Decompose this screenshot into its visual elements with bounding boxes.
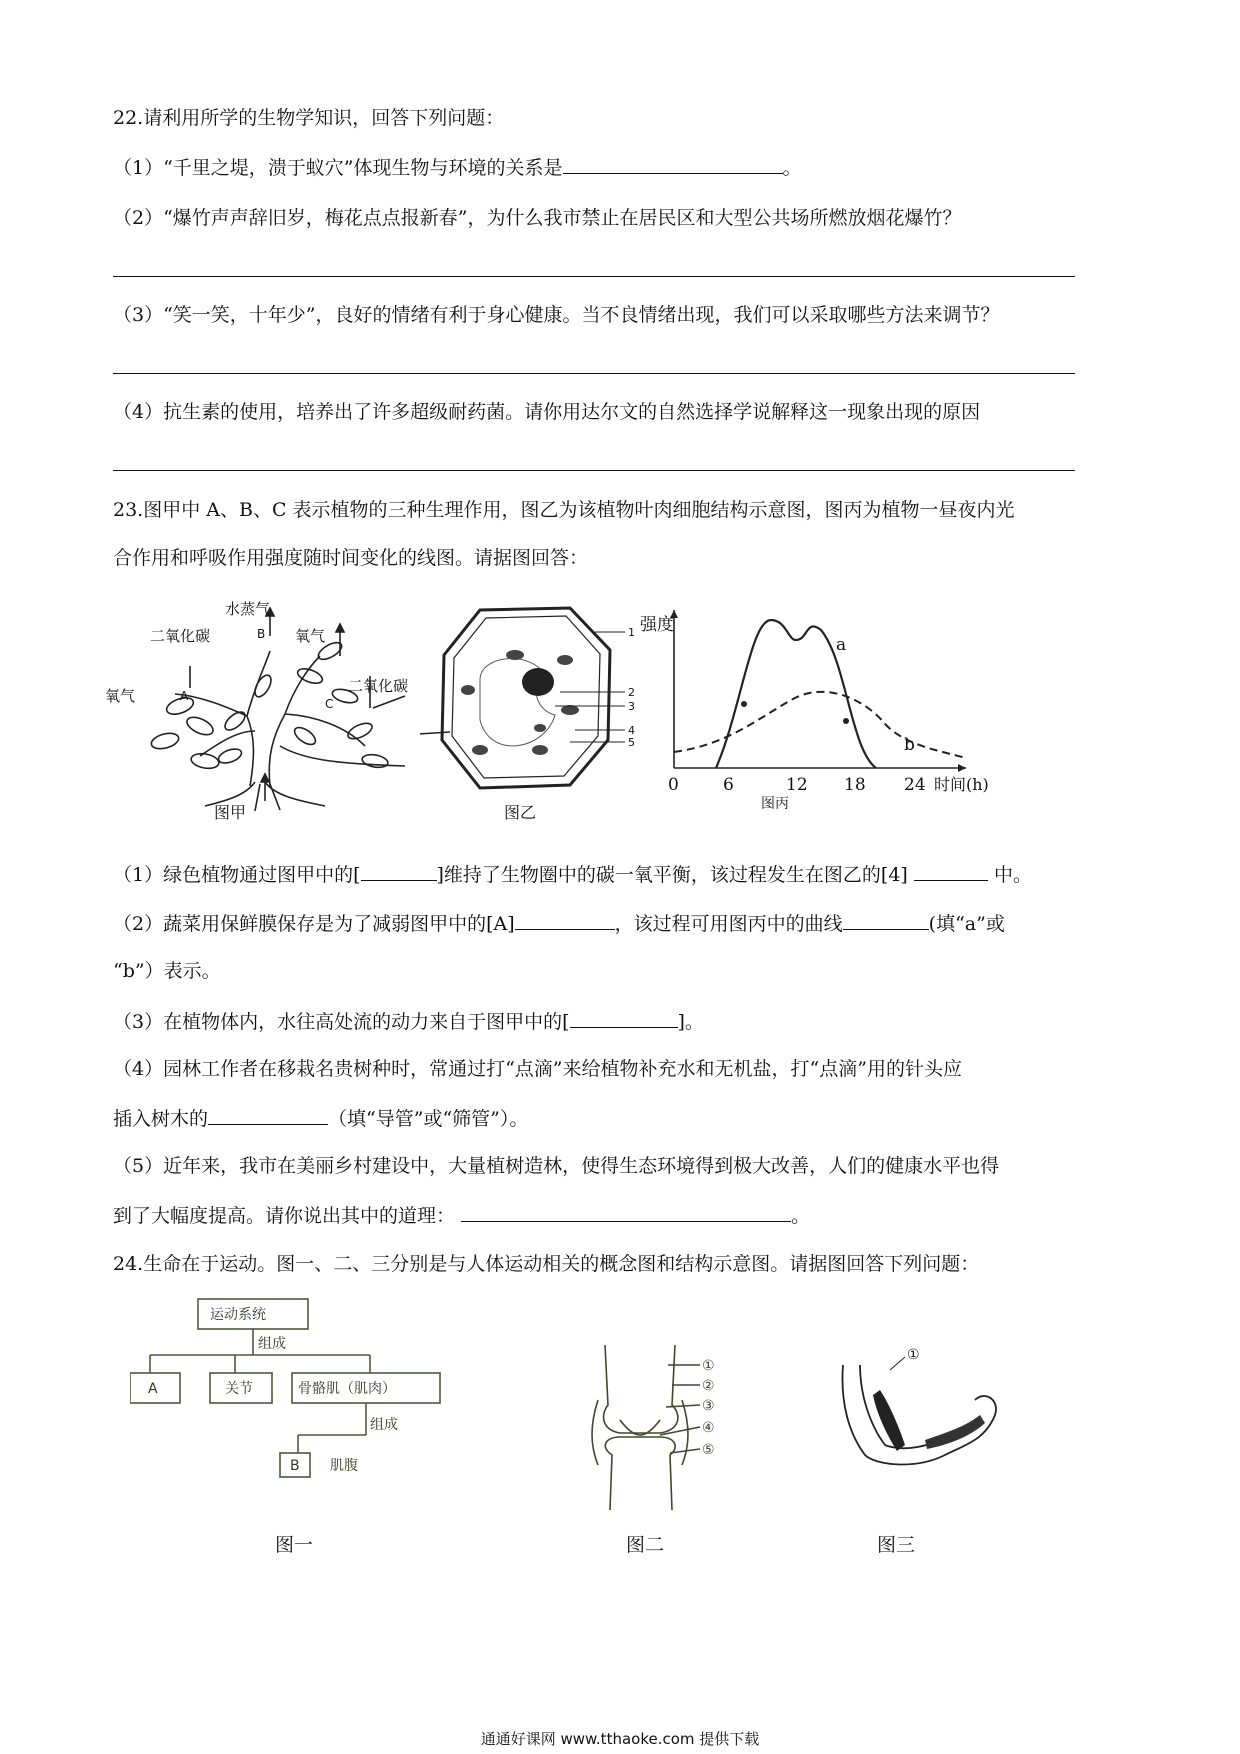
joint-label-3: ③ — [702, 1398, 715, 1414]
q23-sub2-cont: “b”）表示。 — [113, 960, 221, 982]
concept-belly: 肌腹 — [330, 1458, 358, 1474]
q23-sub5-line2 — [113, 1203, 810, 1228]
arm-label-1: ① — [907, 1347, 920, 1363]
q23-sub3 — [113, 1009, 704, 1034]
figure-1-caption: 图一 — [275, 1534, 314, 1556]
figure-bing-chart — [636, 600, 1016, 820]
page-footer: 通通好课网 www.tthaoke.com 提供下载 — [480, 1730, 760, 1748]
q23-sub4-a: 插入树木的 — [113, 1108, 209, 1130]
concept-muscle: 骨骼肌（肌肉） — [298, 1381, 396, 1397]
label-co2-left: 二氧化碳 — [150, 627, 211, 645]
cell-label-1: 1 — [628, 626, 635, 639]
q22-part4: （4）抗生素的使用，培养出了许多超级耐药菌。请你用达尔文的自然选择学说解释这一现象出现的原因 — [113, 401, 981, 423]
label-b: B — [257, 627, 266, 641]
answer-blank[interactable] — [461, 1203, 791, 1222]
figure-2-caption: 图二 — [626, 1534, 665, 1556]
q22-part2: （2）“爆竹声声辞旧岁，梅花点点报新春”，为什么我市禁止在居民区和大型公共场所燃放烟花爆竹？ — [113, 207, 962, 229]
answer-blank[interactable] — [570, 1009, 678, 1028]
concept-compose-2: 组成 — [370, 1417, 398, 1433]
q22-part1-end: 。 — [782, 157, 802, 179]
q23-sub5-a: 到了大幅度提高。请你说出其中的道理： — [113, 1205, 456, 1227]
q23-sub1 — [113, 862, 1032, 887]
concept-b: B — [290, 1458, 300, 1474]
figure-bing-caption: 图丙 — [761, 796, 789, 812]
figure-3-arm — [835, 1345, 1005, 1485]
cell-label-5: 5 — [628, 736, 635, 749]
concept-compose-1: 组成 — [258, 1336, 286, 1352]
cell-label-4: 4 — [628, 724, 635, 737]
chart-xlabel: 时间(h) — [934, 775, 989, 794]
q23-sub2-a: （2）蔬菜用保鲜膜保存是为了减弱图甲中的[A] — [113, 913, 515, 935]
answer-blank[interactable] — [361, 862, 437, 881]
xtick-18: 18 — [844, 775, 866, 795]
xtick-6: 6 — [723, 775, 734, 795]
figure-yi-cell — [420, 600, 640, 800]
label-o2-left: 氧气 — [105, 687, 136, 705]
q23-sub5-line1: （5）近年来，我市在美丽乡村建设中，大量植树造林，使得生态环境得到极大改善，人们的健康水平也得 — [113, 1155, 1000, 1177]
q22-part1 — [113, 155, 802, 180]
q23-sub1-b: ]维持了生物圈中的碳一氧平衡，该过程发生在图乙的[4] — [436, 864, 908, 886]
joint-label-5: ⑤ — [702, 1442, 715, 1458]
figure-yi-caption: 图乙 — [504, 803, 537, 822]
label-vapor: 水蒸气 — [225, 600, 271, 618]
series-b-label: b — [904, 735, 915, 755]
concept-motion-system: 运动系统 — [210, 1307, 266, 1323]
answer-blank[interactable] — [515, 911, 615, 930]
figure-3-caption: 图三 — [877, 1534, 916, 1556]
cell-label-3: 3 — [628, 700, 635, 713]
joint-label-1: ① — [702, 1358, 715, 1374]
label-c: C — [325, 697, 334, 711]
concept-joint: 关节 — [225, 1381, 253, 1397]
answer-line[interactable] — [113, 276, 1075, 277]
q24-title: 24.生命在于运动。图一、二、三分别是与人体运动相关的概念图和结构示意图。请据图回答下列问题： — [113, 1253, 980, 1275]
answer-line[interactable] — [113, 470, 1075, 471]
q23-sub2-c: (填“a”或 — [928, 913, 1005, 935]
figure-jia-plant — [105, 596, 425, 822]
q23-sub4-line1: （4）园林工作者在移栽名贵树种时，常通过打“点滴”来给植物补充水和无机盐，打“点滴”用的针头应 — [113, 1058, 962, 1080]
answer-blank[interactable] — [208, 1106, 328, 1125]
label-a: A — [180, 689, 189, 703]
q23-sub2-b: ，该过程可用图丙中的曲线 — [614, 913, 843, 935]
concept-a: A — [148, 1381, 158, 1397]
answer-blank[interactable] — [843, 911, 929, 930]
xtick-12: 12 — [786, 775, 808, 795]
q23-sub2 — [113, 911, 1005, 936]
label-co2-right: 二氧化碳 — [348, 677, 409, 695]
q23-line2: 合作用和呼吸作用强度随时间变化的线图。请据图回答： — [113, 547, 589, 569]
figure-jia-caption: 图甲 — [214, 803, 247, 822]
q23-sub3-b: ]。 — [677, 1011, 704, 1033]
answer-line[interactable] — [113, 373, 1075, 374]
xtick-24: 24 — [904, 775, 926, 795]
q23-sub1-c: 中。 — [993, 864, 1032, 886]
series-a-label: a — [836, 635, 847, 655]
q23-sub4-line2 — [113, 1106, 528, 1131]
figure-1-concept-map — [130, 1295, 460, 1525]
cell-label-2: 2 — [628, 686, 635, 699]
answer-blank[interactable] — [914, 862, 988, 881]
q22-part1-text: （1）“千里之堤，溃于蚁穴”体现生物与环境的关系是 — [113, 157, 563, 179]
figure-2-joint — [590, 1345, 730, 1515]
q23-sub1-a: （1）绿色植物通过图甲中的[ — [113, 864, 361, 886]
q23-sub3-a: （3）在植物体内，水往高处流的动力来自于图甲中的[ — [113, 1011, 570, 1033]
q23-sub5-b: 。 — [791, 1205, 811, 1227]
q22-part3: （3）“笑一笑，十年少”，良好的情绪有利于身心健康。当不良情绪出现，我们可以采取哪些方法来调节？ — [113, 304, 1000, 326]
chart-ylabel: 强度 — [640, 615, 674, 635]
q23-sub4-b: （填“导管”或“筛管”）。 — [328, 1108, 529, 1130]
answer-blank[interactable] — [563, 155, 783, 174]
joint-label-2: ② — [702, 1378, 715, 1394]
joint-label-4: ④ — [702, 1420, 715, 1436]
q23-line1: 23.图甲中 A、B、C 表示植物的三种生理作用，图乙为该植物叶肉细胞结构示意图，图丙为植物一昼夜内光 — [113, 499, 1015, 521]
xtick-0: 0 — [668, 775, 679, 795]
q22-title: 22.请利用所学的生物学知识，回答下列问题： — [113, 107, 505, 129]
label-o2-right: 氧气 — [295, 627, 326, 645]
